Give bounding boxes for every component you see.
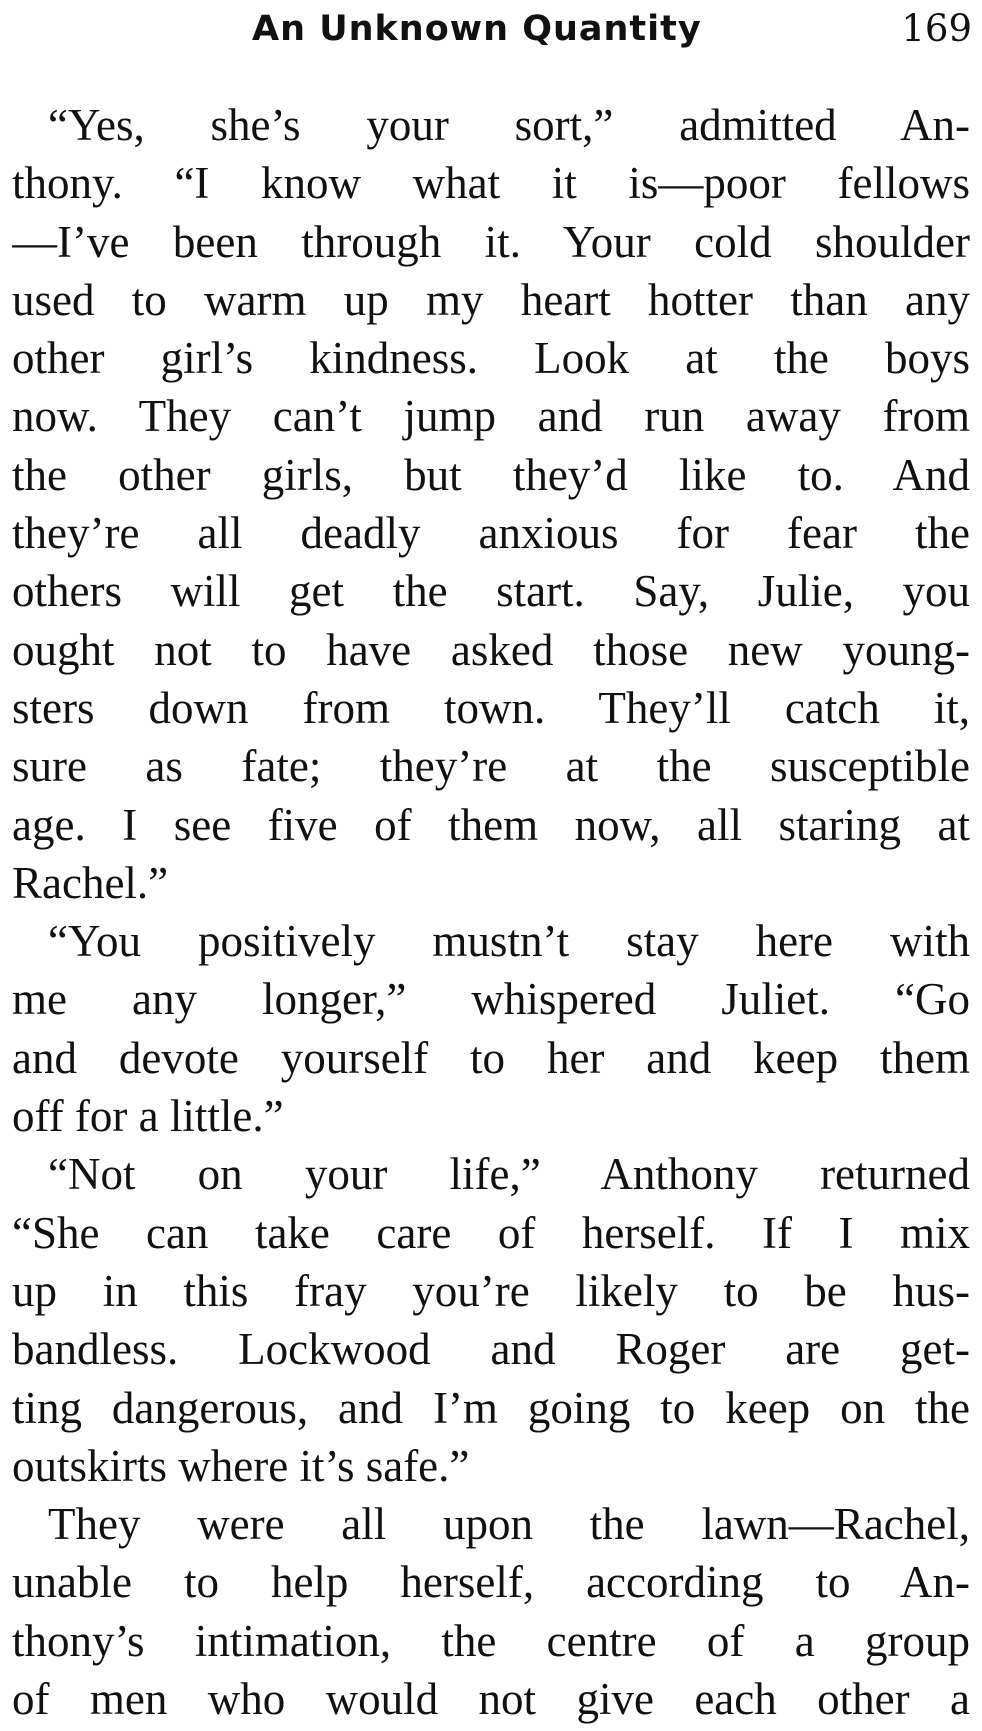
body-text <box>12 96 970 1728</box>
text-line: sters down from town. They’ll catch it, <box>12 682 970 733</box>
paragraph-first-line: They were all upon the lawn—Rachel, <box>48 1499 970 1550</box>
running-head <box>0 4 982 54</box>
text-line: other girl’s kindness. Look at the boys <box>12 333 970 384</box>
text-line: age. I see five of them now, all staring at <box>12 799 970 850</box>
text-line: others will get the start. Say, Julie, you <box>12 566 970 617</box>
text-line: the other girls, but they’d like to. And <box>12 449 970 500</box>
page-number: 169 <box>901 7 972 50</box>
text-line: used to warm up my heart hotter than any <box>12 274 970 325</box>
paragraph-first-line: “Not on your life,” Anthony returned <box>48 1149 970 1200</box>
paragraph-first-line: “Yes, she’s your sort,” admitted An- <box>48 100 970 150</box>
text-line: now. They can’t jump and run away from <box>12 391 970 442</box>
text-line: “She can take care of herself. If I mix <box>12 1207 970 1258</box>
text-line: thony’s intimation, the centre of a group <box>12 1615 970 1666</box>
text-line: me any longer,” whispered Juliet. “Go <box>12 974 970 1025</box>
text-line: off for a little.” <box>12 1091 284 1142</box>
text-line: ting dangerous, and I’m going to keep on the <box>12 1382 970 1433</box>
text-line: thony. “I know what it is—poor fellows <box>12 158 970 209</box>
text-line: bandless. Lockwood and Roger are get- <box>12 1324 970 1375</box>
text-line: Rachel.” <box>12 857 169 908</box>
text-line: unable to help herself, according to An- <box>12 1557 970 1608</box>
text-line: outskirts where it’s safe.” <box>12 1440 470 1491</box>
paragraph-first-line: “You positively mustn’t stay here with <box>48 916 970 967</box>
text-line: sure as fate; they’re at the susceptible <box>12 741 970 792</box>
text-line: they’re all deadly anxious for fear the <box>12 508 970 559</box>
text-line: and devote yourself to her and keep them <box>12 1032 970 1083</box>
text-line: —I’ve been through it. Your cold shoulder <box>12 216 970 267</box>
text-line: ought not to have asked those new young- <box>12 624 970 675</box>
text-line: of men who would not give each other a <box>12 1674 970 1725</box>
text-line: up in this fray you’re likely to be hus- <box>12 1265 970 1316</box>
page-title: An Unknown Quantity <box>252 9 702 49</box>
